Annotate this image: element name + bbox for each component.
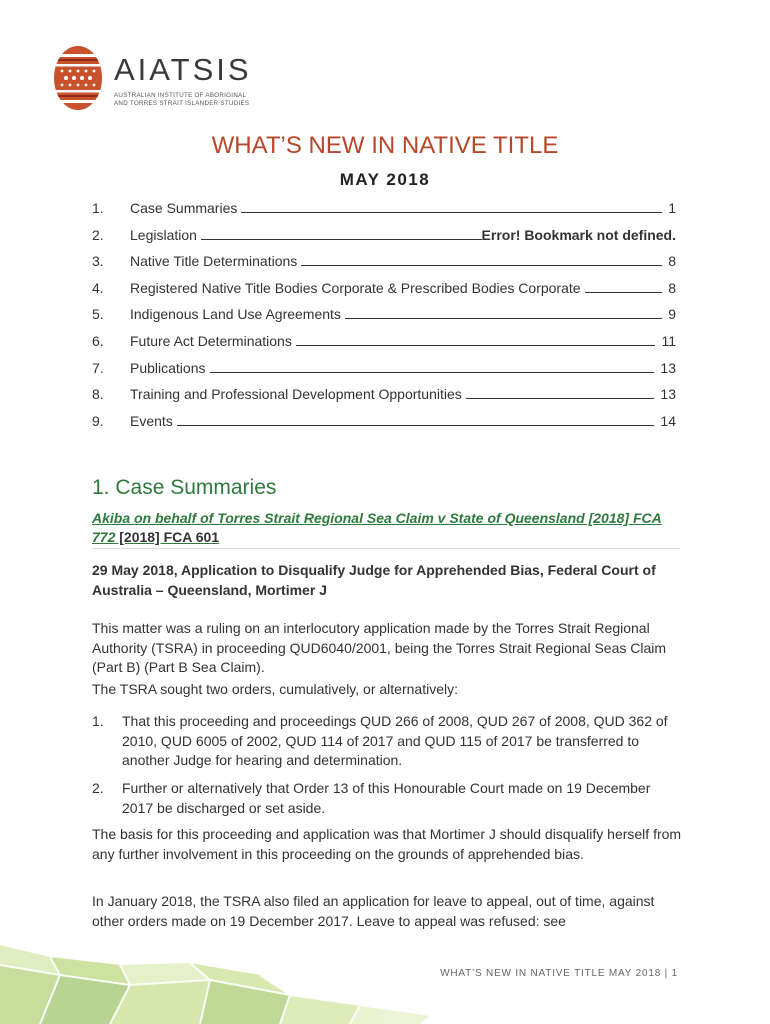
section-heading-case-summaries: 1. Case Summaries: [92, 476, 277, 499]
toc-page: 8: [668, 253, 676, 270]
paragraph-leave-to-appeal: In January 2018, the TSRA also filed an application for leave to appeal, out of time, against other orders made on 19 December 2017. Leave to appeal was refused: see: [92, 893, 655, 929]
paragraph-ruling: This matter was a ruling on an interlocutory application made by the Torres Strait Regional Authority (TSRA) in proceeding QUD6040/2001, being the Torres Strait Regional Seas Claim (Part B) (Part B Sea Claim).: [92, 620, 667, 675]
list-number: 2.: [92, 780, 104, 796]
list-item: [92, 712, 682, 772]
toc-page: 11: [661, 332, 676, 349]
toc-number: 9.: [92, 412, 104, 429]
toc-item-case-summaries[interactable]: [92, 197, 676, 224]
document-subtitle: MAY 2018: [339, 170, 431, 189]
case-citation: [2018] FCA 601: [115, 529, 220, 545]
toc-leader: [466, 398, 655, 399]
toc-page: 14: [660, 412, 676, 429]
toc-number: 6.: [92, 332, 104, 349]
toc-item-events[interactable]: [92, 410, 676, 437]
toc-label: Events: [130, 412, 173, 429]
document-title: WHAT’S NEW IN NATIVE TITLE: [211, 132, 559, 159]
brand-subtitle-line-1: AUSTRALIAN INSTITUTE OF ABORIGINAL: [114, 92, 247, 99]
toc-label: Case Summaries: [130, 200, 238, 216]
divider: [92, 548, 680, 549]
toc-label: Registered Native Title Bodies Corporate & Prescribed Bodies Corporate: [130, 279, 581, 296]
toc-leader: [241, 212, 662, 213]
green-mosaic-pattern-icon: [0, 935, 770, 1024]
list-number: 1.: [92, 713, 104, 729]
toc-page: 9: [668, 306, 676, 323]
toc-number: 3.: [92, 253, 104, 270]
toc-item-indigenous-land-use-agreements[interactable]: [92, 303, 676, 330]
toc-item-publications[interactable]: [92, 357, 676, 384]
toc-leader: [301, 265, 662, 266]
list-item: [92, 779, 682, 819]
toc-page: 13: [660, 359, 676, 376]
toc-leader: [201, 239, 482, 240]
toc-number: 7.: [92, 359, 104, 376]
toc-label: Future Act Determinations: [130, 332, 292, 349]
brand-subtitle-line-2: AND TORRES STRAIT ISLANDER STUDIES: [114, 100, 250, 107]
toc-item-registered-bodies-corporate[interactable]: [92, 277, 676, 304]
toc-leader: [177, 425, 655, 426]
paragraph-basis: The basis for this proceeding and application was that Mortimer J should disqualify herself from any further involvement in this proceeding on the grounds of apprehended bias.: [92, 826, 682, 862]
toc-page: 13: [660, 386, 676, 403]
toc-item-native-title-determinations[interactable]: [92, 250, 676, 277]
toc-number: 4.: [92, 279, 104, 296]
brand-subtitle: [114, 92, 249, 108]
toc-number: 8.: [92, 386, 104, 403]
toc-page: 1: [668, 200, 676, 216]
toc-page: 8: [668, 279, 676, 296]
case-link[interactable]: Akiba on behalf of Torres Strait Regional Sea Claim v State of Queensland [2018] FCA 772: [92, 510, 662, 545]
toc-leader: [585, 292, 663, 293]
toc-leader: [296, 345, 656, 346]
toc-leader: [210, 372, 655, 373]
toc-item-legislation[interactable]: [92, 224, 676, 251]
toc-item-future-act-determinations[interactable]: [92, 330, 676, 357]
toc-label: Publications: [130, 359, 206, 376]
toc-number: 1.: [92, 200, 104, 216]
case-heading: [92, 509, 682, 547]
aiatsis-logo: [52, 44, 252, 112]
paragraph-orders-intro: The TSRA sought two orders, cumulatively, or alternatively:: [92, 681, 458, 697]
case-date-court: 29 May 2018, Application to Disqualify Judge for Apprehended Bias, Federal Court of Australia – Queensland, Mortimer J: [92, 562, 656, 598]
toc-number: 5.: [92, 306, 104, 323]
toc-label: Native Title Determinations: [130, 253, 298, 270]
toc-leader: [345, 318, 662, 319]
toc-label: Indigenous Land Use Agreements: [130, 306, 341, 323]
toc-page-error: Error! Bookmark not defined.: [481, 226, 676, 243]
table-of-contents: [92, 197, 676, 436]
toc-label: Legislation: [130, 226, 197, 243]
toc-item-training[interactable]: [92, 383, 676, 410]
brand-name: AIATSIS: [114, 52, 252, 87]
toc-number: 2.: [92, 226, 104, 243]
toc-label: Training and Professional Development Opportunities: [130, 386, 462, 403]
aiatsis-logo-mark-icon: [52, 44, 104, 112]
list-text: Further or alternatively that Order 13 of this Honourable Court made on 19 December 2017 be discharged or set aside.: [122, 780, 651, 816]
list-text: That this proceeding and proceedings QUD 266 of 2008, QUD 267 of 2008, QUD 362 of 2010, QUD 6005 of 2002, QUD 114 of 2017 and QUD 115 of 2017 be transferred to another Judge for hearing and determination.: [122, 713, 668, 768]
page-footer: [0, 935, 770, 1024]
footer-page-label: WHAT’S NEW IN NATIVE TITLE MAY 2018 | 1: [440, 968, 678, 979]
